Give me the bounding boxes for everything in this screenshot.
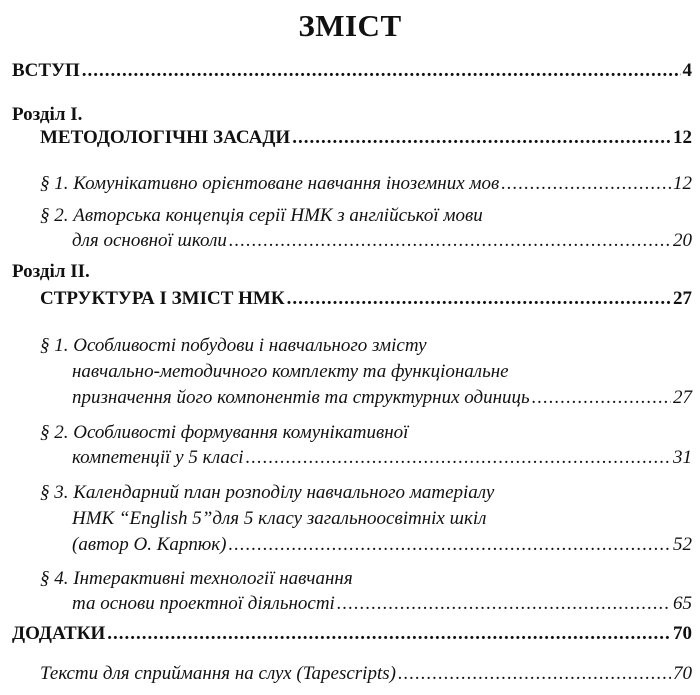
toc-entry-section[interactable] xyxy=(72,447,692,469)
toc-page-number: 70 xyxy=(673,663,692,684)
toc-page-number: 4 xyxy=(682,60,692,81)
toc-entry-label: навчально-методичного комплекту та функціональне xyxy=(72,361,509,382)
toc-entry-label: МЕТОДОЛОГІЧНІ ЗАСАДИ xyxy=(40,127,291,148)
toc-entry-section[interactable] xyxy=(40,173,692,195)
toc-entry-label: (автор О. Карпюк) xyxy=(72,534,227,555)
toc-page-number: 27 xyxy=(673,288,692,309)
toc-entry-label: СТРУКТУРА І ЗМІСТ НМК xyxy=(40,288,285,309)
toc-page-number: 70 xyxy=(673,623,692,644)
toc-entry-label: § 1. Комунікативно орієнтоване навчання іноземних мов xyxy=(40,173,500,194)
leader-dots xyxy=(246,447,671,469)
toc-entry-label: Тексти для сприймання на слух (Tapescripts) xyxy=(40,663,396,684)
toc-page-number: 27 xyxy=(673,387,692,408)
toc-page-number: 52 xyxy=(673,534,692,555)
toc-entry-section[interactable] xyxy=(72,230,692,252)
toc-entry-section[interactable] xyxy=(72,593,692,615)
leader-dots xyxy=(398,663,671,685)
toc-entry-label: для основної школи xyxy=(72,230,227,251)
toc-entry-label: § 3. Календарний план розподілу навчального матеріалу xyxy=(40,482,495,503)
toc-entry-section[interactable] xyxy=(72,534,692,556)
toc-page-number: 20 xyxy=(673,230,692,251)
leader-dots xyxy=(229,230,671,252)
toc-page-number: 31 xyxy=(673,447,692,468)
toc-entry-label: ВСТУП xyxy=(12,60,80,81)
toc-entry-label: та основи проектної діяльності xyxy=(72,593,335,614)
page-title: ЗМІСТ xyxy=(298,8,402,43)
toc-page-number: 65 xyxy=(673,593,692,614)
part-heading: Розділ II. xyxy=(12,261,90,282)
leader-dots xyxy=(532,387,671,409)
toc-entry-label: НМК “English 5”для 5 класу загальноосвітніх шкіл xyxy=(72,508,487,529)
part-heading: Розділ I. xyxy=(12,104,83,125)
leader-dots xyxy=(107,623,671,645)
toc-entry-label: § 4. Інтерактивні технології навчання xyxy=(40,568,353,589)
leader-dots xyxy=(501,173,671,195)
leader-dots xyxy=(229,534,672,556)
toc-entry-part1[interactable] xyxy=(40,127,692,149)
toc-entry-section[interactable] xyxy=(72,387,692,409)
leader-dots xyxy=(82,60,681,82)
toc-entry-label: призначення його компонентів та структурних одиниць xyxy=(72,387,530,408)
toc-page-number: 12 xyxy=(673,173,692,194)
toc-entry-label: § 2. Особливості формування комунікативної xyxy=(40,422,409,443)
toc-entry-appendix[interactable] xyxy=(12,623,692,645)
toc-entry-label: компетенції у 5 класі xyxy=(72,447,244,468)
toc-entry-intro[interactable] xyxy=(12,60,692,82)
toc-entry-section[interactable] xyxy=(40,663,692,685)
leader-dots xyxy=(337,593,671,615)
leader-dots xyxy=(287,288,671,310)
toc-entry-label: § 1. Особливості побудови і навчального змісту xyxy=(40,335,427,356)
toc-entry-part2[interactable] xyxy=(40,288,692,310)
toc-entry-label: ДОДАТКИ xyxy=(12,623,106,644)
toc-page-number: 12 xyxy=(673,127,692,148)
toc-entry-label: § 2. Авторська концепція серії НМК з англійської мови xyxy=(40,205,483,226)
leader-dots xyxy=(292,127,671,149)
